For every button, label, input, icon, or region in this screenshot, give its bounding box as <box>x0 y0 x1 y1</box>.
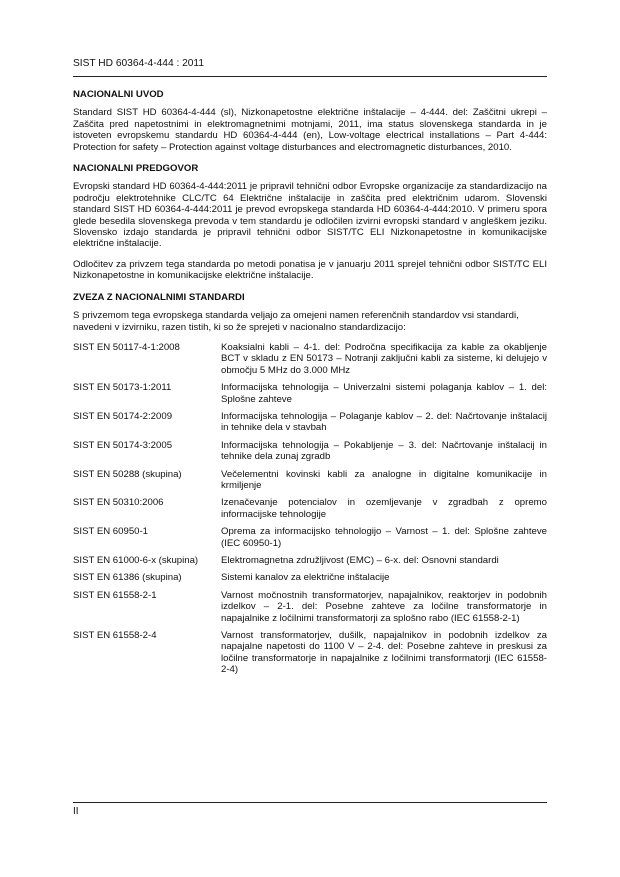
standard-title: Izenačevanje potencialov in ozemljevanje v zgradbah z opremo informacijske tehnologije <box>221 497 547 520</box>
table-row <box>73 630 547 682</box>
standard-title: Varnost močnostnih transformatorjev, napajalnikov, reaktorjev in podobnih izdelkov – 2-1. del: Posebne zahteve za ločilne transformatorje in napajalnike z ločilnimi transformatorji za splošno rabo (IEC 61558-2-1) <box>221 589 547 624</box>
section-nacionalni-uvod <box>73 89 547 153</box>
section-heading: NACIONALNI PREDGOVOR <box>73 163 199 175</box>
table-row <box>73 572 547 589</box>
table-row <box>73 497 547 526</box>
standard-title: Koaksialni kabli – 4-1. del: Področna specifikacija za kable za okabljenje BCT v skladu z EN 50173 – Notranji zaključni kabli za sisteme, ki delujejo v območju 5 MHz do 3.000 MHz <box>221 341 547 376</box>
standard-title: Informacijska tehnologija – Polaganje kablov – 2. del: Načrtovanje inštalacij in tehnike dela v stavbah <box>221 410 547 434</box>
page-footer <box>73 806 79 818</box>
reference-standards-table <box>73 342 547 682</box>
section-zveza-z-nacionalnimi-standardi <box>73 292 547 682</box>
table-row <box>73 342 547 382</box>
section-heading: NACIONALNI UVOD <box>73 89 164 100</box>
standard-title: Sistemi kanalov za električne inštalacije <box>221 572 390 584</box>
table-row <box>73 526 547 555</box>
standard-title: Informacijska tehnologija – Pokabljenje – 3. del: Načrtovanje inštalacij in tehnike dela zunaj zgradb <box>221 439 547 463</box>
standard-code: SIST EN 61558-2-4 <box>73 630 157 642</box>
table-row <box>73 590 547 630</box>
standard-code: SIST EN 61386 (skupina) <box>73 572 182 584</box>
standard-title: Večelementni kovinski kabli za analogne in digitalne komunikacije in krmiljenje <box>221 468 547 491</box>
standard-code: SIST EN 61558-2-1 <box>73 589 157 601</box>
table-row <box>73 555 547 572</box>
standard-code: SIST EN 50310:2006 <box>73 497 164 509</box>
document-header <box>73 57 547 70</box>
section-heading: ZVEZA Z NACIONALNIMI STANDARDI <box>73 291 245 303</box>
standard-title: Elektromagnetna združljivost (EMC) – 6-x. del: Osnovni standardi <box>221 555 499 566</box>
standard-title: Varnost transformatorjev, dušilk, napajalnikov in podobnih izdelkov za napajalne napetosti do 1100 V – 2-4. del: Posebne zahteve in preskusi za ločilne transformatorje in napajalnike z ločilnimi transformatorji (IEC 61558-2-4) <box>221 630 547 676</box>
table-row <box>73 411 547 440</box>
page-number: II <box>73 806 79 817</box>
page-content <box>73 89 547 692</box>
paragraph: Evropski standard HD 60364-4-444:2011 je pripravil tehnični odbor Evropske organizacije za standardizacijo na področju elektrotehnike CLC/TC 64 Električne inštalacije in zaščita pred električnim udarom. Slovenski standard SIST HD 60364-4-444:2011 je prevod evropskega standarda HD 60364-4-444:2010. V primeru spora glede besedila slovenskega prevoda v tem standardu je odločilen izvirni evropski standard v angleškem jeziku. Slovensko izdajo standarda je pripravil tehnični odbor SIST/TC ELI Nizkonapetostne in komunikacijske električne inštalacije. <box>73 181 547 250</box>
table-row <box>73 382 547 411</box>
paragraph: Standard SIST HD 60364-4-444 (sl), Nizkonapetostne električne inštalacije – 4-444. del: Zaščitni ukrepi – Zaščita pred napetostnimi in elektromagnetnimi motnjami, 2011, ima status slovenskega standarda in je istoveten evropskemu standardu HD 60364-4-444 (en), Low-voltage electrical installations – Part 4-444: Protection for safety – Protection against voltage disturbances and electromagnetic disturbances, 2010. <box>73 107 547 153</box>
standard-code: SIST EN 50117-4-1:2008 <box>73 341 180 353</box>
standard-title: Oprema za informacijsko tehnologijo – Varnost – 1. del: Splošne zahteve (IEC 60950-1) <box>221 526 547 549</box>
standard-code: SIST EN 61000-6-x (skupina) <box>73 555 199 566</box>
section-nacionalni-predgovor <box>73 163 547 282</box>
standard-code: SIST EN 60950-1 <box>73 526 149 538</box>
document-id: SIST HD 60364-4-444 : 2011 <box>73 58 205 69</box>
table-row <box>73 440 547 469</box>
header-divider <box>73 76 547 77</box>
footer-divider <box>73 802 547 803</box>
standard-code: SIST EN 50174-3:2005 <box>73 439 173 451</box>
table-row <box>73 469 547 498</box>
standard-code: SIST EN 50288 (skupina) <box>73 468 182 480</box>
paragraph: Odločitev za privzem tega standarda po metodi ponatisa je v januarju 2011 sprejel tehnični odbor SIST/TC ELI Nizkonapetostne in komunikacijske električne inštalacije. <box>73 258 547 282</box>
paragraph: S privzemom tega evropskega standarda veljajo za omejeni namen referenčnih standardov vsi standardi, navedeni v izvirniku, razen tistih, ki so že sprejeti v nacionalno standardizacijo: <box>73 310 519 333</box>
standard-code: SIST EN 50173-1:2011 <box>73 382 172 394</box>
standard-code: SIST EN 50174-2:2009 <box>73 410 173 422</box>
standard-title: Informacijska tehnologija – Univerzalni sistemi polaganja kablov – 1. del: Splošne zahteve <box>221 382 547 405</box>
